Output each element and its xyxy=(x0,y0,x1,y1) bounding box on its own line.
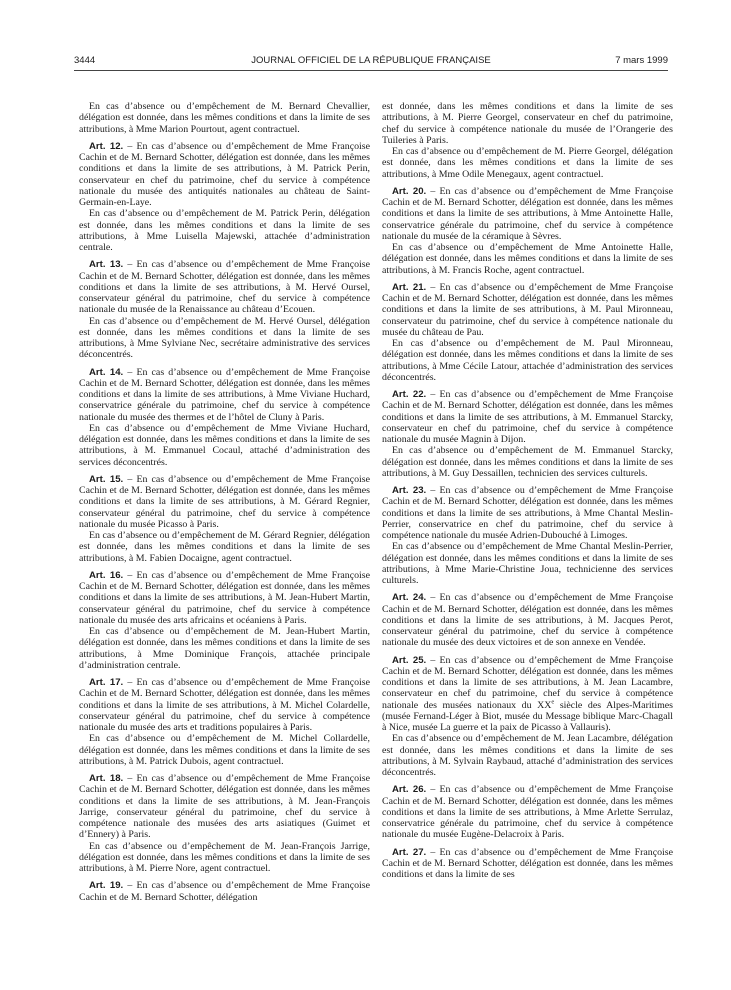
paragraph-text: En cas d’absence ou d’empêchement de Mme Chantal Meslin-Perrier, délégation est donnée, dans les mêmes conditions et dans la limite de ses attributions, à Mme Marie-Christine Joua, technicienne des services culturels. xyxy=(382,541,673,586)
paragraph-text: En cas d’absence ou d’empêchement de Mme Françoise Cachin et de M. Bernard Schotter, délégation est donnée, dans les mêmes conditions et dans la limite de ses attributions, à M. Emmanuel Starcky, conservateur en chef du patrimoine, chef du service à compétence nationale du musée Magnin à Dijon. xyxy=(382,389,673,445)
paragraph-text: En cas d’absence ou d’empêchement de M. Michel Collardelle, délégation est donnée, dans les mêmes conditions et dans la limite de ses attributions, à M. Patrick Dubois, agent contractuel. xyxy=(79,733,370,767)
article-paragraph: Art. 22. – En cas d’absence ou d’empêchement de Mme Françoise Cachin et de M. Bernard Schotter, délégation est donnée, dans les mêmes conditions et dans la limite de ses attributions, à M. Emmanuel Starcky, conservateur en chef du patrimoine, chef du service à compétence nationale du musée Magnin à Dijon. xyxy=(382,389,673,445)
paragraph-text: En cas d’absence ou d’empêchement de Mme Françoise Cachin et de M. Bernard Schotter, délégation xyxy=(79,880,370,903)
article-label: Art. 17. xyxy=(89,677,124,688)
paragraph xyxy=(79,530,370,564)
paragraph-text: En cas d’absence ou d’empêchement de M. Bernard Chevallier, délégation est donnée, dans les mêmes conditions et dans la limite de ses attributions, à Mme Marion Pourtout, agent contractuel. xyxy=(79,101,370,135)
paragraph-text: En cas d’absence ou d’empêchement de Mme Viviane Huchard, délégation est donnée, dans les mêmes conditions et dans la limite de ses attributions, à M. Emmanuel Cocaul, attaché d’administration des services déconcentrés. xyxy=(79,422,370,468)
paragraph xyxy=(79,316,370,361)
paragraph xyxy=(79,733,370,767)
paragraph-text: En cas d’absence ou d’empêchement de M. Gérard Regnier, délégation est donnée, dans les mêmes conditions et dans la limite de ses attributions, à M. Fabien Docaigne, agent contractuel. xyxy=(79,530,370,564)
article-paragraph: Art. 26. – En cas d’absence ou d’empêchement de Mme Françoise Cachin et de M. Bernard Schotter, délégation est donnée, dans les mêmes conditions et dans la limite de ses attributions, à Mme Arlette Serrulaz, conservatrice générale du patrimoine, chef du service à compétence nationale du musée Eugène-Delacroix à Paris. xyxy=(382,784,673,841)
paragraph xyxy=(382,146,673,180)
article-paragraph: Art. 25. – En cas d’absence ou d’empêchement de Mme Françoise Cachin et de M. Bernard Schotter, délégation est donnée, dans les mêmes conditions et dans la limite de ses attributions, à M. Jean Lacambre, conservateur en chef du patrimoine, chef du service à compétence nationale des musées nationaux du XXe siècle des Alpes-Maritimes (musée Fernand-Léger à Biot, musée du Message biblique Marc-Chagall à Nice, musée La guerre et la paix de Picasso à Vallauris). xyxy=(382,654,673,733)
paragraph-text: En cas d’absence ou d’empêchement de Mme Françoise Cachin et de M. Bernard Schotter, délégation est donnée, dans les mêmes conditions et dans la limite de ses attributions, à M. Jean-Hubert Martin, conservateur général du patrimoine, chef du service à compétence nationale du musée des arts africains et océaniens à Paris. xyxy=(79,569,370,626)
paragraph-text: En cas d’absence ou d’empêchement de M. Jean-Hubert Martin, délégation est donnée, dans les mêmes conditions et dans la limite de ses attributions, à Mme Dominique François, attachée principale d’administration centrale. xyxy=(79,626,370,671)
article-label: Art. 25. xyxy=(392,654,427,666)
paragraph-text: En cas d’absence ou d’empêchement de Mme Françoise Cachin et de M. Bernard Schotter, délégation est donnée, dans les mêmes conditions et dans la limite de ses attributions, à M. Jean-François Jarrige, conservateur général du patrimoine, chef du service à compétence nationale des musées des arts asiatiques (Guimet et d’Ennery) à Paris. xyxy=(79,773,370,841)
article-label: Art. 18. xyxy=(89,773,124,784)
paragraph-text: En cas d’absence ou d’empêchement de M. Pierre Georgel, délégation est donnée, dans les mêmes conditions et dans la limite de ses attributions, à Mme Odile Menegaux, agent contractuel. xyxy=(382,146,673,180)
article-paragraph: Art. 18. – En cas d’absence ou d’empêchement de Mme Françoise Cachin et de M. Bernard Schotter, délégation est donnée, dans les mêmes conditions et dans la limite de ses attributions, à M. Jean-François Jarrige, conservateur général du patrimoine, chef du service à compétence nationale des musées des arts asiatiques (Guimet et d’Ennery) à Paris. xyxy=(79,773,370,841)
paragraph-text: En cas d’absence ou d’empêchement de Mme Françoise Cachin et de M. Bernard Schotter, délégation est donnée, dans les mêmes conditions et dans la limite de ses attributions, à Mme Antoinette Halle, conservatrice générale du patrimoine, chef du service à compétence nationale du musée de la céramique à Sèvres. xyxy=(382,185,673,242)
article-label: Art. 19. xyxy=(89,880,124,892)
article-label: Art. 23. xyxy=(392,485,427,496)
paragraph xyxy=(382,541,673,586)
paragraph-text: En cas d’absence ou d’empêchement de Mme Françoise Cachin et de M. Bernard Schotter, délégation est donnée, dans les mêmes conditions et dans la limite de ses attributions, à M. Gérard Regnier, conservateur général du patrimoine, chef du service à compétence nationale du musée Picasso à Paris. xyxy=(79,473,370,530)
paragraph-text: En cas d’absence ou d’empêchement de M. Paul Mironneau, délégation est donnée, dans les mêmes conditions et dans la limite de ses attributions, à Mme Cécile Latour, attachée d’administration des services déconcentrés. xyxy=(382,338,673,383)
article-paragraph: Art. 21. – En cas d’absence ou d’empêchement de Mme Françoise Cachin et de M. Bernard Schotter, délégation est donnée, dans les mêmes conditions et dans la limite de ses attributions, à M. Paul Mironneau, conservateur du patrimoine, chef du service à compétence nationale du musée du château de Pau. xyxy=(382,281,673,338)
article-label: Art. 12. xyxy=(89,140,124,152)
article-paragraph: Art. 23. – En cas d’absence ou d’empêchement de Mme Françoise Cachin et de M. Bernard Schotter, délégation est donnée, dans les mêmes conditions et dans la limite de ses attributions, à Mme Chantal Meslin-Perrier, conservatrice en chef du patrimoine, chef du service à compétence nationale du musée Adrien-Dubouché à Limoges. xyxy=(382,485,673,541)
article-label: Art. 15. xyxy=(89,473,124,485)
article-paragraph: Art. 24. – En cas d’absence ou d’empêchement de Mme Françoise Cachin et de M. Bernard Schotter, délégation est donnée, dans les mêmes conditions et dans la limite de ses attributions, à M. Jacques Perot, conservateur général du patrimoine, chef du service à compétence nationale du musée des deux victoires et de son annexe en Vendée. xyxy=(382,592,673,649)
paragraph-text: En cas d’absence ou d’empêchement de Mme Françoise Cachin et de M. Bernard Schotter, délégation est donnée, dans les mêmes conditions et dans la limite de ses attributions, à M. Jacques Perot, conservateur général du patrimoine, chef du service à compétence nationale du musée des deux victoires et de son annexe en Vendée. xyxy=(382,592,673,649)
paragraph-text: En cas d’absence ou d’empêchement de Mme Françoise Cachin et de M. Bernard Schotter, délégation est donnée, dans les mêmes conditions et dans la limite de ses attributions, à M. Patrick Perin, conservateur en chef du patrimoine, chef du service à compétence nationale du musée des antiquités nationales au château de Saint-Germain-en-Laye. xyxy=(79,140,370,208)
paragraph xyxy=(79,626,370,671)
paragraph-text-continued: siècle des Alpes-Maritimes (musée Fernand-Léger à Biot, musée du Message biblique Marc-Chagall à Nice, musée La guerre et la paix de Picasso à Vallauris). xyxy=(382,699,673,733)
paragraph xyxy=(382,242,673,276)
article-paragraph: Art. 17. – En cas d’absence ou d’empêchement de Mme Françoise Cachin et de M. Bernard Schotter, délégation est donnée, dans les mêmes conditions et dans la limite de ses attributions, à M. Michel Colardelle, conservateur général du patrimoine, chef du service à compétence nationale du musée des arts et traditions populaires à Paris. xyxy=(79,677,370,733)
article-paragraph: Art. 20. – En cas d’absence ou d’empêchement de Mme Françoise Cachin et de M. Bernard Schotter, délégation est donnée, dans les mêmes conditions et dans la limite de ses attributions, à Mme Antoinette Halle, conservatrice générale du patrimoine, chef du service à compétence nationale du musée de la céramique à Sèvres. xyxy=(382,185,673,242)
paragraph-text: En cas d’absence ou d’empêchement de Mme Françoise Cachin et de M. Bernard Schotter, délégation est donnée, dans les mêmes conditions et dans la limite de ses attributions, à Mme Chantal Meslin-Perrier, conservatrice en chef du patrimoine, chef du service à compétence nationale du musée Adrien-Dubouché à Limoges. xyxy=(382,485,673,541)
page-header xyxy=(74,55,668,67)
paragraph-text: En cas d’absence ou d’empêchement de Mme Françoise Cachin et de M. Bernard Schotter, délégation est donnée, dans les mêmes conditions et dans la limite de ses attributions, à M. Jean Lacambre, conservateur en chef du patrimoine, chef du service à compétence nationale des musées nationaux du xyxy=(382,654,673,711)
paragraph xyxy=(79,423,370,468)
superscript: e xyxy=(551,698,555,706)
article-label: Art. 26. xyxy=(392,784,427,796)
article-label: Art. 22. xyxy=(392,389,427,400)
article-paragraph: Art. 19. – En cas d’absence ou d’empêchement de Mme Françoise Cachin et de M. Bernard Schotter, délégation xyxy=(79,880,370,903)
paragraph-text: En cas d’absence ou d’empêchement de Mme Françoise Cachin et de M. Bernard Schotter, délégation est donnée, dans les mêmes conditions et dans la limite de ses attributions, à Mme Arlette Serrulaz, conservatrice générale du patrimoine, chef du service à compétence nationale du musée Eugène-Delacroix à Paris. xyxy=(382,784,673,841)
article-label: Art. 16. xyxy=(89,569,124,581)
left-column xyxy=(79,101,370,903)
article-paragraph: Art. 12. – En cas d’absence ou d’empêchement de Mme Françoise Cachin et de M. Bernard Schotter, délégation est donnée, dans les mêmes conditions et dans la limite de ses attributions, à M. Patrick Perin, conservateur en chef du patrimoine, chef du service à compétence nationale du musée des antiquités nationales au château de Saint-Germain-en-Laye. xyxy=(79,140,370,208)
article-label: Art. 21. xyxy=(392,281,427,293)
right-column xyxy=(382,101,673,880)
paragraph-text: En cas d’absence ou d’empêchement de M. Jean-François Jarrige, délégation est donnée, dans les mêmes conditions et dans la limite de ses attributions, à M. Pierre Nore, agent contractuel. xyxy=(79,840,370,874)
article-paragraph: Art. 14. – En cas d’absence ou d’empêchement de Mme Françoise Cachin et de M. Bernard Schotter, délégation est donnée, dans les mêmes conditions et dans la limite de ses attributions, à Mme Viviane Huchard, conservatrice générale du patrimoine, chef du service à compétence nationale du musée des thermes et de l’hôtel de Cluny à Paris. xyxy=(79,366,370,423)
article-label: Art. 27. xyxy=(392,846,427,858)
article-label: Art. 20. xyxy=(392,185,427,197)
article-paragraph: Art. 27. – En cas d’absence ou d’empêchement de Mme Françoise Cachin et de M. Bernard Schotter, délégation est donnée, dans les mêmes conditions et dans la limite de ses xyxy=(382,846,673,880)
page-number: 3444 xyxy=(74,55,96,66)
article-paragraph: Art. 15. – En cas d’absence ou d’empêchement de Mme Françoise Cachin et de M. Bernard Schotter, délégation est donnée, dans les mêmes conditions et dans la limite de ses attributions, à M. Gérard Regnier, conservateur général du patrimoine, chef du service à compétence nationale du musée Picasso à Paris. xyxy=(79,473,370,530)
article-label: Art. 13. xyxy=(89,259,124,271)
header-rule xyxy=(74,70,668,71)
article-paragraph: Art. 13. – En cas d’absence ou d’empêchement de Mme Françoise Cachin et de M. Bernard Schotter, délégation est donnée, dans les mêmes conditions et dans la limite de ses attributions, à M. Hervé Oursel, conservateur général du patrimoine, chef du service à compétence nationale du musée de la Renaissance au château d’Ecouen. xyxy=(79,259,370,316)
article-label: Art. 24. xyxy=(392,592,427,604)
paragraph-text: En cas d’absence ou d’empêchement de Mme Françoise Cachin et de M. Bernard Schotter, délégation est donnée, dans les mêmes conditions et dans la limite de ses attributions, à M. Hervé Oursel, conservateur général du patrimoine, chef du service à compétence nationale du musée de la Renaissance au château d’Ecouen. xyxy=(79,259,370,316)
paragraph-text: En cas d’absence ou d’empêchement de M. Jean Lacambre, délégation est donnée, dans les mêmes conditions et dans la limite de ses attributions, à M. Sylvain Raybaud, attaché d’administration des services déconcentrés. xyxy=(382,733,673,778)
paragraph xyxy=(79,208,370,253)
paragraph-text: En cas d’absence ou d’empêchement de M. Hervé Oursel, délégation est donnée, dans les mêmes conditions et dans la limite de ses attributions, à Mme Sylviane Nec, secrétaire administrative des services déconcentrés. xyxy=(79,315,370,361)
paragraph-text: En cas d’absence ou d’empêchement de Mme Françoise Cachin et de M. Bernard Schotter, délégation est donnée, dans les mêmes conditions et dans la limite de ses attributions, à M. Paul Mironneau, conservateur du patrimoine, chef du service à compétence nationale du musée du château de Pau. xyxy=(382,281,673,338)
paragraph-text: En cas d’absence ou d’empêchement de Mme Françoise Cachin et de M. Bernard Schotter, délégation est donnée, dans les mêmes conditions et dans la limite de ses attributions, à Mme Viviane Huchard, conservatrice générale du patrimoine, chef du service à compétence nationale du musée des thermes et de l’hôtel de Cluny à Paris. xyxy=(79,366,370,423)
paragraph xyxy=(79,101,370,135)
paragraph-text: En cas d’absence ou d’empêchement de Mme Françoise Cachin et de M. Bernard Schotter, délégation est donnée, dans les mêmes conditions et dans la limite de ses xyxy=(382,846,673,880)
century-numeral: XX xyxy=(537,699,552,711)
paragraph-text: En cas d’absence ou d’empêchement de Mme Françoise Cachin et de M. Bernard Schotter, délégation est donnée, dans les mêmes conditions et dans la limite de ses attributions, à M. Michel Colardelle, conservateur général du patrimoine, chef du service à compétence nationale du musée des arts et traditions populaires à Paris. xyxy=(79,677,370,733)
article-paragraph: Art. 16. – En cas d’absence ou d’empêchement de Mme Françoise Cachin et de M. Bernard Schotter, délégation est donnée, dans les mêmes conditions et dans la limite de ses attributions, à M. Jean-Hubert Martin, conservateur général du patrimoine, chef du service à compétence nationale du musée des arts africains et océaniens à Paris. xyxy=(79,569,370,626)
paragraph-text: En cas d’absence ou d’empêchement de M. Emmanuel Starcky, délégation est donnée, dans les mêmes conditions et dans la limite de ses attributions, à M. Guy Dessaillen, technicien des services culturels. xyxy=(382,445,673,479)
issue-date: 7 mars 1999 xyxy=(615,55,668,66)
paragraph xyxy=(382,733,673,778)
article-label: Art. 14. xyxy=(89,366,124,378)
paragraph xyxy=(382,338,673,383)
paragraph xyxy=(79,841,370,875)
paragraph xyxy=(382,101,673,146)
paragraph-text: En cas d’absence ou d’empêchement de M. Patrick Perin, délégation est donnée, dans les mêmes conditions et dans la limite de ses attributions, à Mme Luisella Majewski, attachée d’administration centrale. xyxy=(79,208,370,253)
paragraph-text: est donnée, dans les mêmes conditions et dans la limite de ses attributions, à M. Pierre Georgel, conservateur en chef du patrimoine, chef du service à compétence nationale du musée de l’Orangerie des Tuileries à Paris. xyxy=(382,101,673,146)
paragraph-text: En cas d’absence ou d’empêchement de Mme Antoinette Halle, délégation est donnée, dans les mêmes conditions et dans la limite de ses attributions, à M. Francis Roche, agent contractuel. xyxy=(382,242,673,276)
journal-title: JOURNAL OFFICIEL DE LA RÉPUBLIQUE FRANÇAISE xyxy=(251,55,491,66)
paragraph xyxy=(382,445,673,479)
